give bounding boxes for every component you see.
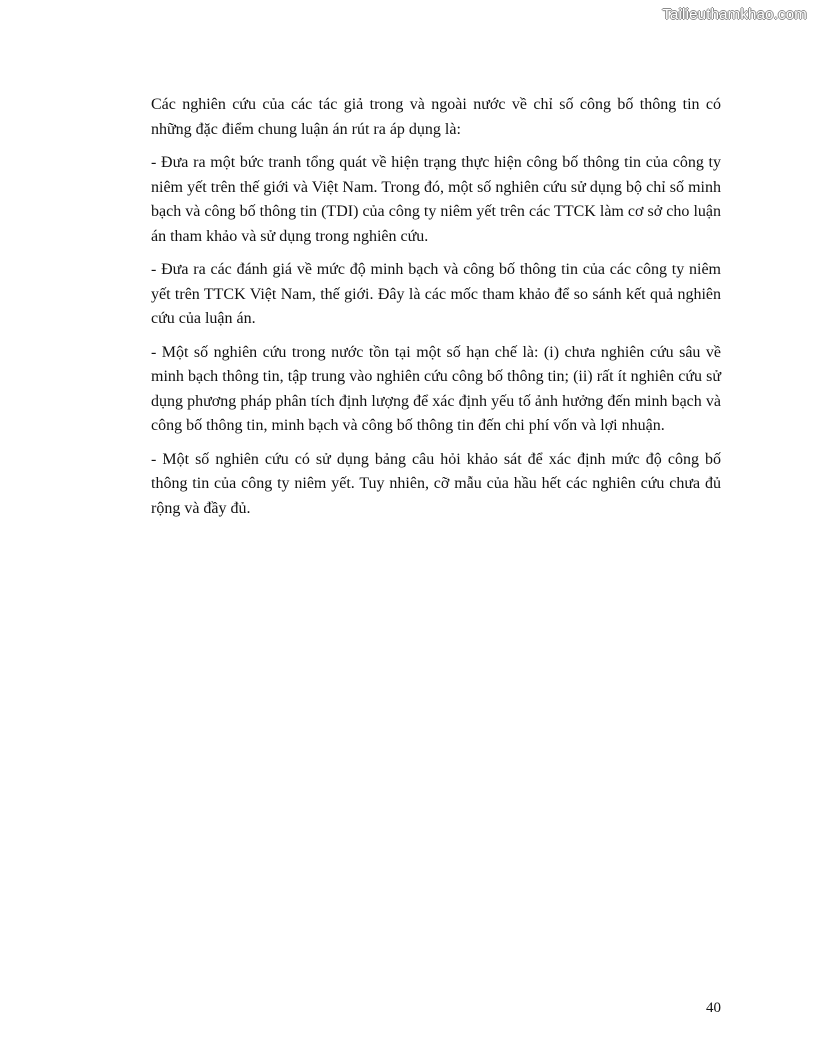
paragraph-intro: Các nghiên cứu của các tác giả trong và ngoài nước về chỉ số công bố thông tin có những đặc điểm chung luận án rút ra áp dụng là: [151, 96, 721, 138]
paragraph-bullet-4: - Một số nghiên cứu có sử dụng bảng câu hỏi khảo sát để xác định mức độ công bố thông tin của công ty niêm yết. Tuy nhiên, cỡ mẫu của hầu hết các nghiên cứu chưa đủ rộng và đầy đủ. [151, 450, 721, 517]
paragraph-bullet-2: - Đưa ra các đánh giá về mức độ minh bạch và công bố thông tin của các công ty niêm yết trên TTCK Việt Nam, thế giới. Đây là các mốc tham khảo để so sánh kết quả nghiên cứu của luận án. [151, 261, 721, 327]
watermark: Tailieuthamkhao.com [662, 6, 807, 23]
document-body [151, 93, 721, 530]
page-number: 40 [706, 1000, 721, 1016]
paragraph-bullet-1: - Đưa ra một bức tranh tổng quát về hiện trạng thực hiện công bố thông tin của công ty niêm yết trên thế giới và Việt Nam. Trong đó, một số nghiên cứu sử dụng bộ chỉ số minh bạch và công bố thông tin (TDI) của công ty niêm yết trên các TTCK làm cơ sở cho luận án tham khảo và sử dụng trong nghiên cứu. [151, 154, 721, 245]
paragraph-bullet-3: - Một số nghiên cứu trong nước tồn tại một số hạn chế là: (i) chưa nghiên cứu sâu về minh bạch thông tin, tập trung vào nghiên cứu công bố thông tin; (ii) rất ít nghiên cứu sử dụng phương pháp phân tích định lượng để xác định yếu tố ảnh hưởng đến minh bạch và công bố thông tin, minh bạch và công bố thông tin đến chi phí vốn và lợi nhuận. [151, 343, 721, 434]
